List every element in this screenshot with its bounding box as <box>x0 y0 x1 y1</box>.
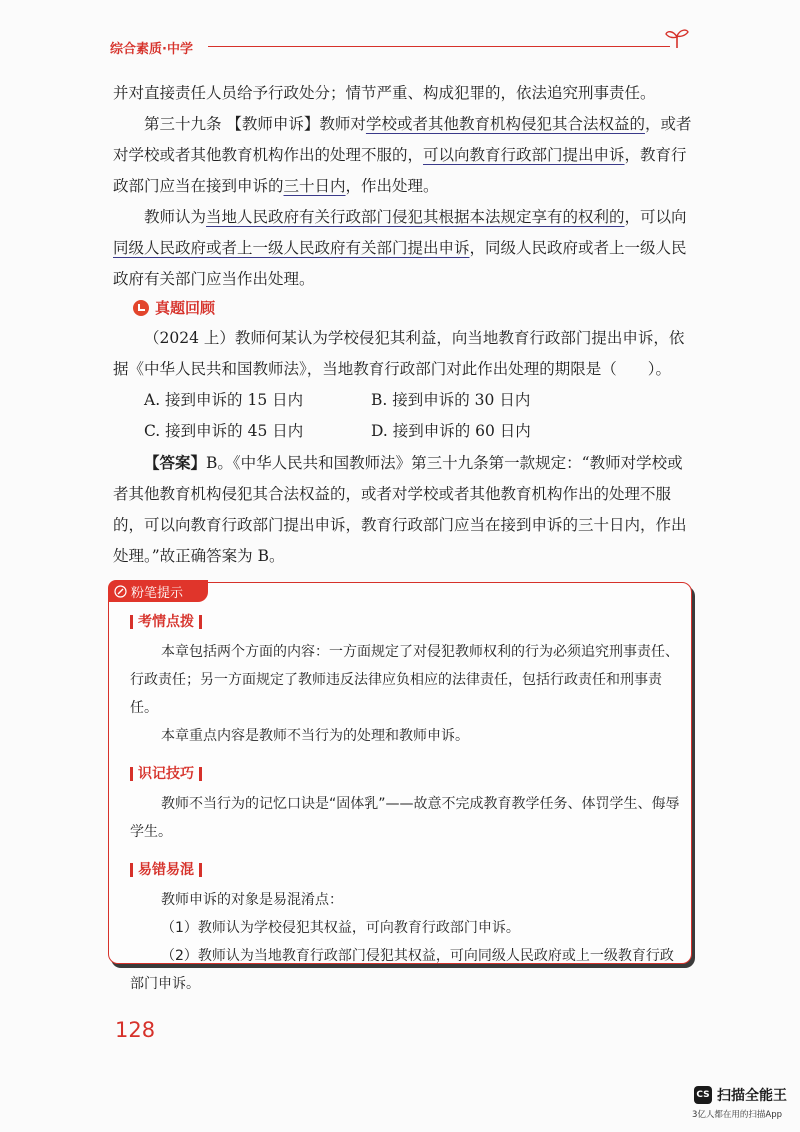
tips-content <box>130 608 685 1008</box>
article-text <box>113 78 698 295</box>
page-number: 128 <box>115 1018 156 1042</box>
option-a: A. 接到申诉的 15 日内 <box>144 391 304 409</box>
tips-section-heading: 易错易混 <box>130 856 685 884</box>
option-d: D. 接到申诉的 60 日内 <box>371 422 531 440</box>
tips-paragraph: （1）教师认为学校侵犯其权益，可向教育行政部门申诉。 <box>161 920 520 936</box>
tips-paragraph: 教师申诉的对象是易混淆点： <box>161 892 343 908</box>
option-b: B. 接到申诉的 30 日内 <box>371 391 531 409</box>
scanner-logo-icon: CS <box>694 1086 712 1104</box>
review-title: 真题回顾 <box>155 299 216 317</box>
review-question: （2024 上）教师何某认为学校侵犯其利益，向当地教育行政部门提出申诉，依据《中华人民共和国教师法》，当地教育行政部门对此作出处理的期限是（ ）。 <box>113 329 685 378</box>
article-39-paragraph-2: 教师认为当地人民政府有关行政部门侵犯其根据本法规定享有的权利的，可以向同级人民政府或者上一级人民政府有关部门提出申诉，同级人民政府或者上一级人民政府有关部门应当作出处理。 <box>113 208 687 288</box>
scanner-watermark <box>694 1085 787 1105</box>
scanner-tagline: 3亿人都在用的扫描App <box>692 1110 783 1120</box>
tips-paragraph: （2）教师认为当地教育行政部门侵犯其权益，可向同级人民政府或上一级教育行政部门申诉。 <box>130 948 674 992</box>
tips-tab <box>108 580 208 602</box>
article-line-1: 并对直接责任人员给予行政处分；情节严重、构成犯罪的，依法追究刑事责任。 <box>113 84 656 102</box>
review-badge-icon <box>133 300 149 316</box>
scanner-name: 扫描全能王 <box>717 1088 787 1104</box>
review-heading <box>133 297 215 318</box>
tips-tab-label: 粉笔提示 <box>131 585 184 601</box>
review-block <box>113 323 698 572</box>
page-header <box>110 38 690 62</box>
tips-section-heading: 识记技巧 <box>130 760 685 788</box>
review-options <box>113 385 698 447</box>
header-rule <box>208 46 670 47</box>
sprout-icon <box>664 26 690 50</box>
pencil-icon <box>114 585 127 598</box>
review-answer <box>113 447 698 572</box>
header-title: 综合素质·中学 <box>110 42 193 57</box>
tips-section-heading: 考情点拨 <box>130 608 685 636</box>
tips-paragraph: 本章重点内容是教师不当行为的处理和教师申诉。 <box>161 728 469 744</box>
tips-section-exam <box>130 608 685 750</box>
tips-paragraph: 本章包括两个方面的内容：一方面规定了对侵犯教师权利的行为必须追究刑事责任、行政责任；另一方面规定了教师违反法律应负相应的法律责任，包括行政责任和刑事责任。 <box>130 644 679 716</box>
tips-paragraph: 教师不当行为的记忆口诀是“固体乳”——故意不完成教育教学任务、体罚学生、侮辱学生。 <box>130 796 680 840</box>
article-39-paragraph-1: 第三十九条 【教师申诉】教师对学校或者其他教育机构侵犯其合法权益的，或者对学校或者其他教育机构作出的处理不服的，可以向教育行政部门提出申诉，教育行政部门应当在接到申诉的三十日内，作出处理。 <box>113 115 692 195</box>
tips-section-confusion <box>130 856 685 998</box>
option-c: C. 接到申诉的 45 日内 <box>144 422 304 440</box>
answer-text: B。《中华人民共和国教师法》第三十九条第一款规定：“教师对学校或者其他教育机构侵犯其合法权益的，或者对学校或者其他教育机构作出的处理不服的，可以向教育行政部门提出申诉，教育行政部门应当在接到申诉的三十日内，作出处理。”故正确答案为 B。 <box>113 454 687 565</box>
tips-section-memory <box>130 760 685 846</box>
answer-label: 【答案】 <box>144 453 207 472</box>
